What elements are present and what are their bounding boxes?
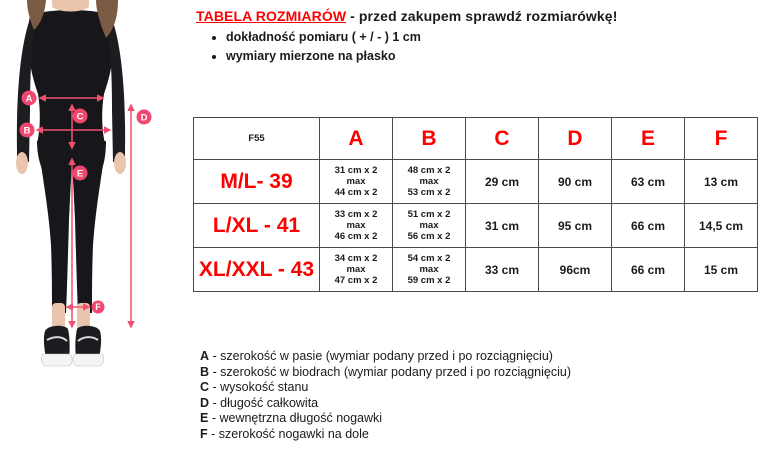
legend-text: - długość całkowita bbox=[212, 395, 319, 410]
table-row bbox=[194, 204, 758, 248]
legend-key: A bbox=[200, 349, 210, 363]
measure-d-cell: 96cm bbox=[539, 248, 612, 292]
measure-d-cell: 90 cm bbox=[539, 160, 612, 204]
table-row bbox=[194, 160, 758, 204]
product-photo bbox=[0, 0, 185, 430]
legend-text: - szerokość w pasie (wymiar podany przed i po rozciągnięciu) bbox=[212, 349, 553, 363]
table-row bbox=[194, 248, 758, 292]
legend-text: - wysokość stanu bbox=[212, 380, 309, 394]
legend-item bbox=[200, 349, 571, 365]
svg-text:C: C bbox=[76, 111, 84, 123]
legend-key: B bbox=[200, 364, 210, 379]
column-header-c: C bbox=[466, 118, 539, 160]
measure-e-cell: 66 cm bbox=[612, 204, 685, 248]
legend-text: - szerokość w biodrach (wymiar podany przed i po rozciągnięciu) bbox=[212, 364, 571, 379]
svg-text:F: F bbox=[95, 302, 101, 313]
legend-item bbox=[200, 396, 571, 412]
table-header-row bbox=[194, 118, 758, 160]
svg-text:B: B bbox=[23, 125, 31, 137]
measure-b-cell: 48 cm x 2 max 53 cm x 2 bbox=[393, 160, 466, 204]
measure-label-f bbox=[92, 301, 105, 314]
page-title-highlight: TABELA ROZMIARÓW bbox=[196, 8, 347, 24]
measure-e-cell: 63 cm bbox=[612, 160, 685, 204]
note-item: • dokładność pomiaru ( + / - ) 1 cm bbox=[226, 30, 761, 44]
note-item: • wymiary mierzone na płasko bbox=[226, 49, 761, 63]
product-code-cell: F55 bbox=[194, 118, 320, 160]
legend-item bbox=[200, 411, 571, 427]
measure-f-cell: 14,5 cm bbox=[685, 204, 758, 248]
column-header-d: D bbox=[539, 118, 612, 160]
measure-c-cell: 33 cm bbox=[466, 248, 539, 292]
model-figure bbox=[16, 0, 126, 366]
legend-item bbox=[200, 365, 571, 381]
header-block bbox=[196, 8, 761, 68]
measure-e-cell: 66 cm bbox=[612, 248, 685, 292]
measure-label-c bbox=[73, 109, 88, 124]
measure-c-cell: 31 cm bbox=[466, 204, 539, 248]
measurement-notes bbox=[196, 30, 761, 63]
size-label: M/L- 39 bbox=[194, 160, 320, 204]
legend-key: E bbox=[200, 411, 209, 425]
column-header-f: F bbox=[685, 118, 758, 160]
legend-item bbox=[200, 380, 571, 396]
measure-a-cell: 33 cm x 2 max 46 cm x 2 bbox=[320, 204, 393, 248]
column-header-a: A bbox=[320, 118, 393, 160]
legend-text: - wewnętrzna długość nogawki bbox=[211, 411, 383, 425]
model-figure-svg bbox=[0, 0, 185, 430]
measure-a-cell: 34 cm x 2 max 47 cm x 2 bbox=[320, 248, 393, 292]
column-header-e: E bbox=[612, 118, 685, 160]
measure-b-cell: 54 cm x 2 max 59 cm x 2 bbox=[393, 248, 466, 292]
svg-text:E: E bbox=[76, 168, 84, 180]
size-table bbox=[193, 117, 758, 292]
svg-text:D: D bbox=[140, 112, 148, 124]
legend-text: - szerokość nogawki na dole bbox=[211, 426, 369, 441]
measure-f-cell: 13 cm bbox=[685, 160, 758, 204]
measure-label-d bbox=[137, 110, 152, 125]
page-title bbox=[196, 8, 761, 24]
measure-b-cell: 51 cm x 2 max 56 cm x 2 bbox=[393, 204, 466, 248]
measure-a-cell: 31 cm x 2 max 44 cm x 2 bbox=[320, 160, 393, 204]
size-label: XL/XXL - 43 bbox=[194, 248, 320, 292]
column-header-b: B bbox=[393, 118, 466, 160]
legend-key: C bbox=[200, 380, 210, 394]
legend-key: F bbox=[200, 426, 208, 441]
measure-c-cell: 29 cm bbox=[466, 160, 539, 204]
measure-f-cell: 15 cm bbox=[685, 248, 758, 292]
measure-d-cell: 95 cm bbox=[539, 204, 612, 248]
page-title-rest: - przed zakupem sprawdź rozmiarówkę! bbox=[346, 8, 618, 24]
measure-label-a bbox=[22, 91, 37, 106]
measure-label-b bbox=[20, 123, 35, 138]
legend-key: D bbox=[200, 395, 210, 410]
size-label: L/XL - 41 bbox=[194, 204, 320, 248]
legend-item bbox=[200, 427, 571, 443]
measure-label-e bbox=[73, 166, 88, 181]
legend bbox=[200, 349, 571, 442]
svg-text:A: A bbox=[25, 93, 33, 105]
